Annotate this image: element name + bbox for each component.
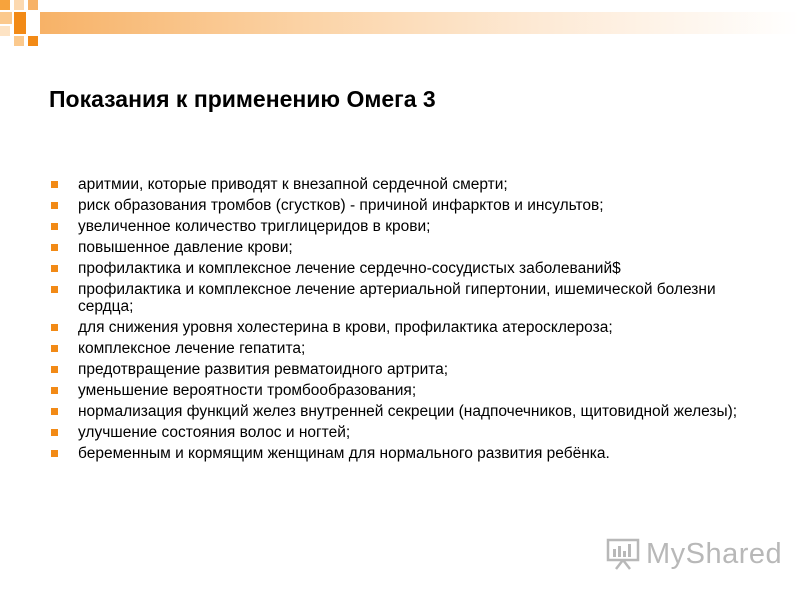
list-item <box>51 218 751 235</box>
watermark-text: MyShared <box>646 537 783 570</box>
list-item <box>51 176 751 193</box>
list-item <box>51 319 751 336</box>
deco-square <box>0 26 10 36</box>
list-item-text: риск образования тромбов (сгустков) - причиной инфарктов и инсультов; <box>78 197 604 214</box>
deco-square <box>14 0 24 10</box>
list-item-text: аритмии, которые приводят к внезапной сердечной смерти; <box>78 176 508 193</box>
indications-list <box>51 176 751 466</box>
list-item-text: профилактика и комплексное лечение сердечно-сосудистых заболеваний$ <box>78 260 621 277</box>
list-item <box>51 361 751 378</box>
deco-square <box>0 0 10 10</box>
bullet-marker <box>51 324 58 331</box>
watermark <box>606 536 782 572</box>
list-item-text: беременным и кормящим женщинам для нормального развития ребёнка. <box>78 445 610 462</box>
bullet-marker <box>51 286 58 293</box>
list-item-text: комплексное лечение гепатита; <box>78 340 306 357</box>
deco-square <box>14 12 26 34</box>
list-item-text: нормализация функций желез внутренней секреции (надпочечников, щитовидной железы); <box>78 403 738 420</box>
bullet-marker <box>51 202 58 209</box>
bullet-marker <box>51 429 58 436</box>
header-gradient-bar <box>40 12 800 34</box>
deco-square <box>14 36 24 46</box>
list-item <box>51 445 751 462</box>
list-item-text: для снижения уровня холестерина в крови, профилактика атеросклероза; <box>78 319 613 336</box>
bullet-marker <box>51 366 58 373</box>
bullet-marker <box>51 450 58 457</box>
list-item-text: уменьшение вероятности тромбообразования; <box>78 382 417 399</box>
bullet-marker <box>51 345 58 352</box>
deco-square <box>28 0 38 10</box>
list-item <box>51 424 751 441</box>
list-item <box>51 403 751 420</box>
list-item-text: повышенное давление крови; <box>78 239 293 256</box>
list-item <box>51 260 751 277</box>
list-item <box>51 281 751 315</box>
list-item-text: улучшение состояния волос и ногтей; <box>78 424 351 441</box>
bullet-marker <box>51 387 58 394</box>
slide-title: Показания к применению Омега 3 <box>49 86 436 112</box>
bullet-marker <box>51 265 58 272</box>
list-item-text: увеличенное количество триглицеридов в крови; <box>78 218 431 235</box>
deco-square <box>28 36 38 46</box>
list-item <box>51 239 751 256</box>
list-item-text: предотвращение развития ревматоидного артрита; <box>78 361 449 378</box>
list-item <box>51 382 751 399</box>
deco-square <box>0 12 12 24</box>
bullet-marker <box>51 408 58 415</box>
presentation-board-icon <box>606 537 640 571</box>
list-item <box>51 340 751 357</box>
list-item-text: профилактика и комплексное лечение артериальной гипертонии, ишемической болезни сердца; <box>78 281 716 315</box>
list-item <box>51 197 751 214</box>
header-decoration <box>0 0 800 60</box>
bullet-marker <box>51 223 58 230</box>
bullet-marker <box>51 181 58 188</box>
bullet-marker <box>51 244 58 251</box>
